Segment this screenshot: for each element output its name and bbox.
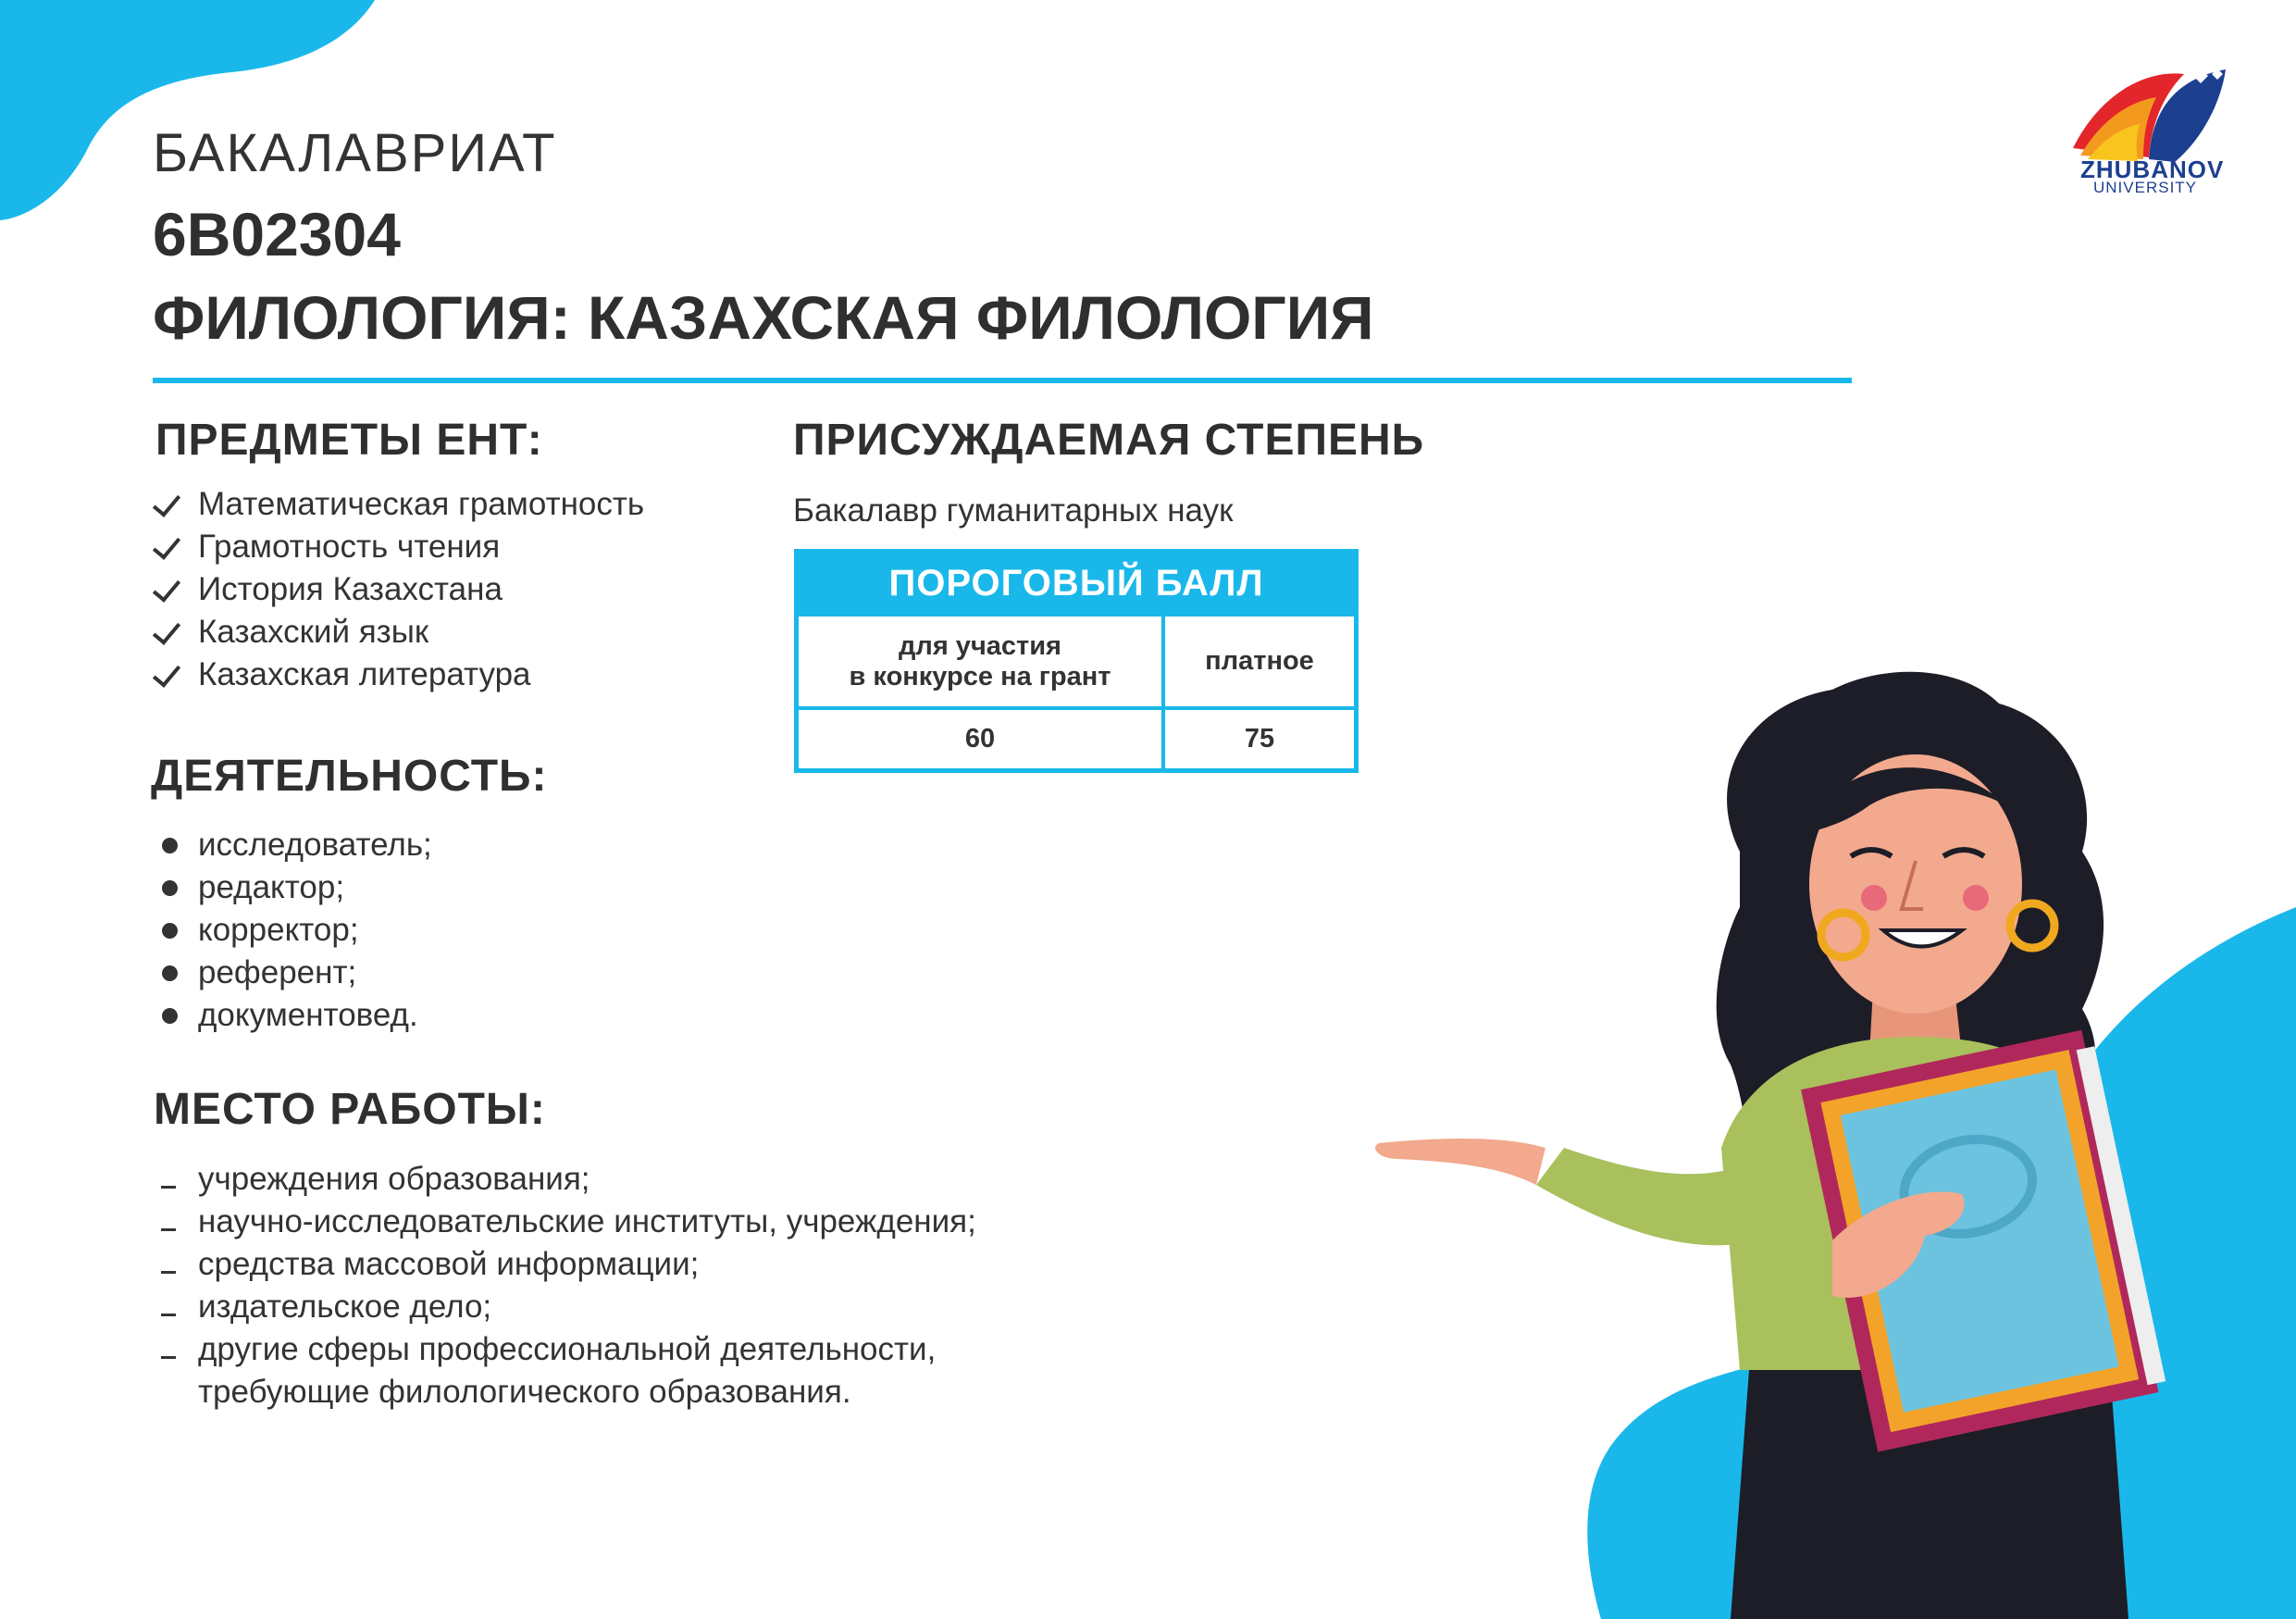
list-item: История Казахстана xyxy=(155,568,644,611)
list-item: научно-исследовательские институты, учреждения; xyxy=(155,1201,976,1243)
logo-subname: UNIVERSITY xyxy=(2093,179,2198,196)
program-title: ФИЛОЛОГИЯ: КАЗАХСКАЯ ФИЛОЛОГИЯ xyxy=(153,283,1374,352)
table-row xyxy=(799,613,1354,706)
list-item: референт; xyxy=(155,952,432,994)
check-icon xyxy=(155,483,189,526)
ent-list xyxy=(155,483,644,696)
header-divider xyxy=(153,378,1852,383)
program-code: 6B02304 xyxy=(153,200,401,268)
threshold-title: ПОРОГОВЫЙ БАЛЛ xyxy=(799,554,1354,613)
grant-header: для участия в конкурсе на грант xyxy=(799,616,1165,706)
dash-icon xyxy=(155,1328,189,1371)
bullet-icon xyxy=(155,952,189,994)
dash-icon xyxy=(155,1201,189,1243)
threshold-table xyxy=(794,549,1359,773)
bullet-icon xyxy=(155,866,189,909)
list-item: редактор; xyxy=(155,866,432,909)
list-item: средства массовой информации; xyxy=(155,1243,976,1286)
paid-header: платное xyxy=(1205,646,1314,676)
dash-icon xyxy=(155,1243,189,1286)
workplace-continuation: требующие филологического образования. xyxy=(198,1374,851,1410)
list-item: издательское дело; xyxy=(155,1286,976,1328)
workplace-list xyxy=(155,1158,976,1371)
dash-icon xyxy=(155,1286,189,1328)
ent-title: ПРЕДМЕТЫ ЕНТ: xyxy=(155,416,543,465)
logo-name: ZHUBANOV xyxy=(2080,156,2225,183)
paid-score: 75 xyxy=(1244,724,1275,753)
check-icon xyxy=(155,526,189,568)
list-item: Казахская литература xyxy=(155,654,644,696)
list-item: учреждения образования; xyxy=(155,1158,976,1201)
bullet-icon xyxy=(155,909,189,952)
list-item: Казахский язык xyxy=(155,611,644,654)
check-icon xyxy=(155,654,189,696)
check-icon xyxy=(155,611,189,654)
list-item: документовед. xyxy=(155,994,432,1037)
grant-score: 60 xyxy=(799,710,1165,768)
top-left-blob xyxy=(0,0,389,227)
list-item: Математическая грамотность xyxy=(155,483,644,526)
program-level: БАКАЛАВРИАТ xyxy=(153,123,557,183)
workplace-title: МЕСТО РАБОТЫ: xyxy=(154,1085,546,1134)
list-item: Грамотность чтения xyxy=(155,526,644,568)
degree-title: ПРИСУЖДАЕМАЯ СТЕПЕНЬ xyxy=(793,416,1425,465)
list-item: другие сферы профессиональной деятельности, xyxy=(155,1328,976,1371)
list-item: корректор; xyxy=(155,909,432,952)
check-icon xyxy=(155,568,189,611)
list-item: исследователь; xyxy=(155,824,432,866)
degree-value: Бакалавр гуманитарных наук xyxy=(793,492,1234,529)
dash-icon xyxy=(155,1158,189,1201)
woman-with-book-illustration xyxy=(1314,666,2296,1619)
activity-list xyxy=(155,824,432,1037)
bullet-icon xyxy=(155,824,189,866)
activity-title: ДЕЯТЕЛЬНОСТЬ: xyxy=(151,752,548,801)
table-row xyxy=(799,706,1354,768)
bullet-icon xyxy=(155,994,189,1037)
